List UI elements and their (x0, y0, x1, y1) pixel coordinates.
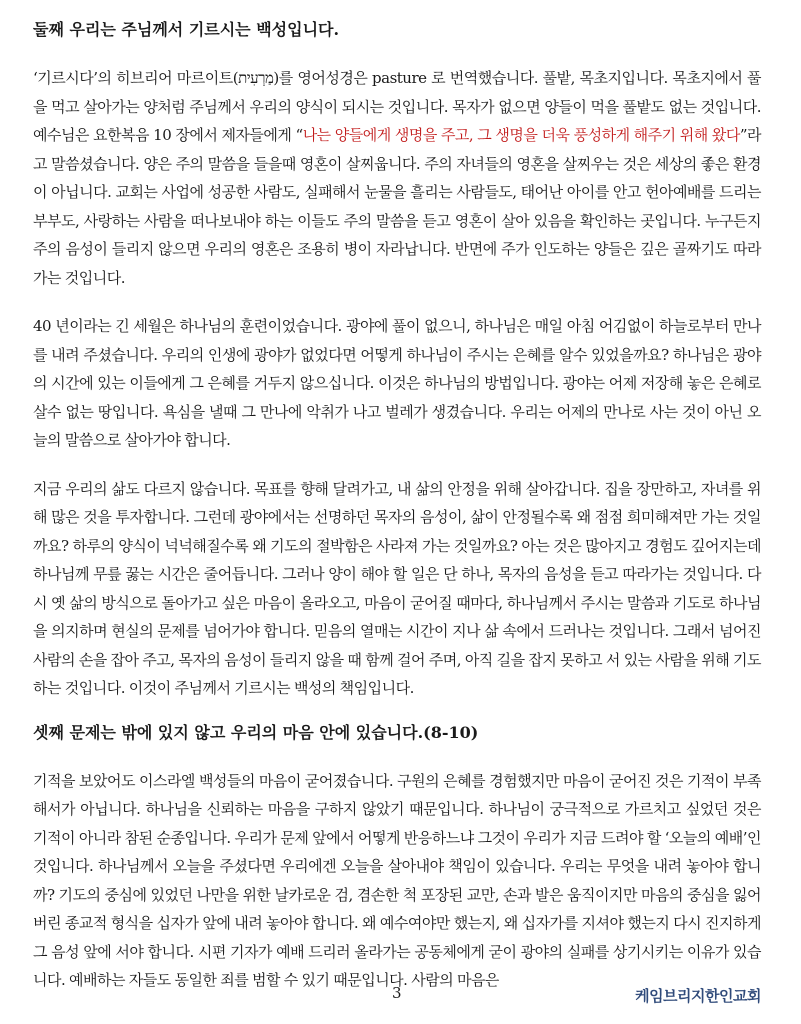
paragraph: 기적을 보았어도 이스라엘 백성들의 마음이 굳어졌습니다. 구원의 은혜를 경험했지만 마음이 굳어진 것은 기적이 부족해서가 아닙니다. 하나님을 신뢰하는 마음을 구하지 않았기 때문입니다. 하나님이 궁극적으로 가르치고 싶었던 것은 기적이 아니라 참된 순종입니다. 우리가 문제 앞에서 어떻게 반응하느냐 그것이 우리가 지금 드려야 할 ‘오늘의 예배’인 것입니다. 하나님께서 오늘을 주셨다면 우리에겐 오늘을 살아내야 책임이 있습니다. 우리는 무엇을 내려 놓아야 합니까? 기도의 중심에 있었던 나만을 위한 날카로운 검, 겸손한 척 포장된 교만, 손과 발은 움직이지만 마음의 중심을 잃어버린 종교적 형식을 십자가 앞에 내려 놓아야 합니다. 왜 예수여야만 했는지, 왜 십자가를 지셔야 했는지 다시 진지하게 그 음성 앞에 서야 합니다. 시편 기자가 예배 드리러 올라가는 공동체에게 굳이 광야의 실패를 상기시키는 이유가 있습니다. 예배하는 자들도 동일한 죄를 범할 수 있기 때문입니다. 사람의 마음은 (33, 771, 761, 989)
highlighted-quote: 나는 양들에게 생명을 주고, 그 생명을 더욱 풍성하게 해주기 위해 왔다 (302, 126, 740, 144)
paragraph-text: ”라고 말씀셨습니다. 양은 주의 말씀을 들을때 영혼이 살찌웁니다. 주의 자녀들의 영혼을 살찌우는 것은 세상의 좋은 환경이 아닙니다. 교회는 사업에 성공한 사람도, 실패해서 눈물을 흘리는 사람들도, 태어난 아이를 안고 헌아예배를 드리는 부부도, 사랑하는 사람을 떠나보내야 하는 이들도 주의 말씀을 듣고 영혼이 살아 있음을 확인하는 곳입니다. 누구든지 주의 음성이 들리지 않으면 우리의 영혼은 조용히 병이 자라납니다. 반면에 주가 인도하는 양들은 깊은 골짜기도 따라가는 것입니다. (33, 126, 762, 287)
section-heading-second: 둘째 우리는 주님께서 기르시는 백성입니다. (33, 20, 340, 39)
section-heading-third: 셋째 문제는 밖에 있지 않고 우리의 마음 안에 있습니다.(8-10) (33, 722, 479, 742)
church-name: 케임브리지한인교회 (635, 987, 761, 1005)
page-number: 3 (392, 984, 402, 1002)
paragraph-text: ‘기르시다’의 히브리어 마르이트(מַרְעִית)를 영어성경은 pasture 로 번역했습니다. 풀밭, 목초지입니다. 목초지에서 풀을 먹고 살아가는 양처럼 주님께서 우리의 양식이 되시는 것입니다. 목자가 없으면 양들이 먹을 풀밭도 없는 것입니다. 예수님은 요한복음 10 장에서 제자들에게 “ (33, 69, 762, 144)
paragraph: 40 년이라는 긴 세월은 하나님의 훈련이었습니다. 광야에 풀이 없으니, 하나님은 매일 아침 어김없이 하늘로부터 만나를 내려 주셨습니다. 우리의 인생에 광야가 없었다면 어떻게 하나님이 주시는 은혜를 알수 있었을까요? 하나님은 광야의 시간에 있는 이들에게 그 은혜를 거두지 않으십니다. 이것은 하나님의 방법입니다. 광야는 어제 저장해 놓은 은혜로 살수 없는 땅입니다. 욕심을 낼때 그 만나에 악취가 나고 벌레가 생겼습니다. 우리는 어제의 만나로 사는 것이 아닌 오늘의 말씀으로 살아가야 합니다. (33, 317, 761, 449)
paragraph: 지금 우리의 삶도 다르지 않습니다. 목표를 향해 달려가고, 내 삶의 안정을 위해 살아갑니다. 집을 장만하고, 자녀를 위해 많은 것을 투자합니다. 그런데 광야에서는 선명하던 목자의 음성이, 삶이 안정될수록 왜 점점 희미해져만 가는 것일까요? 하루의 양식이 넉넉해질수록 왜 기도의 절박함은 사라져 가는 것일까요? 아는 것은 많아지고 경험도 깊어지는데 하나님께 무릎 꿇는 시간은 줄어듭니다. 그러나 양이 해야 할 일은 단 하나, 목자의 음성을 듣고 따라가는 것입니다. 다시 옛 삶의 방식으로 돌아가고 싶은 마음이 올라오고, 마음이 굳어질 때마다, 하나님께서 주시는 말씀과 기도로 하나님을 의지하며 현실의 문제를 넘어가야 합니다. 믿음의 열매는 시간이 지나 삶 속에서 드러나는 것입니다. 그래서 넘어진 사람의 손을 잡아 주고, 목자의 음성이 들리지 않을 때 함께 걸어 주며, 아직 길을 잡지 못하고 서 있는 사람을 위해 기도하는 것입니다. 이것이 주님께서 기르시는 백성의 책임입니다. (33, 479, 761, 697)
paragraph (33, 64, 761, 292)
